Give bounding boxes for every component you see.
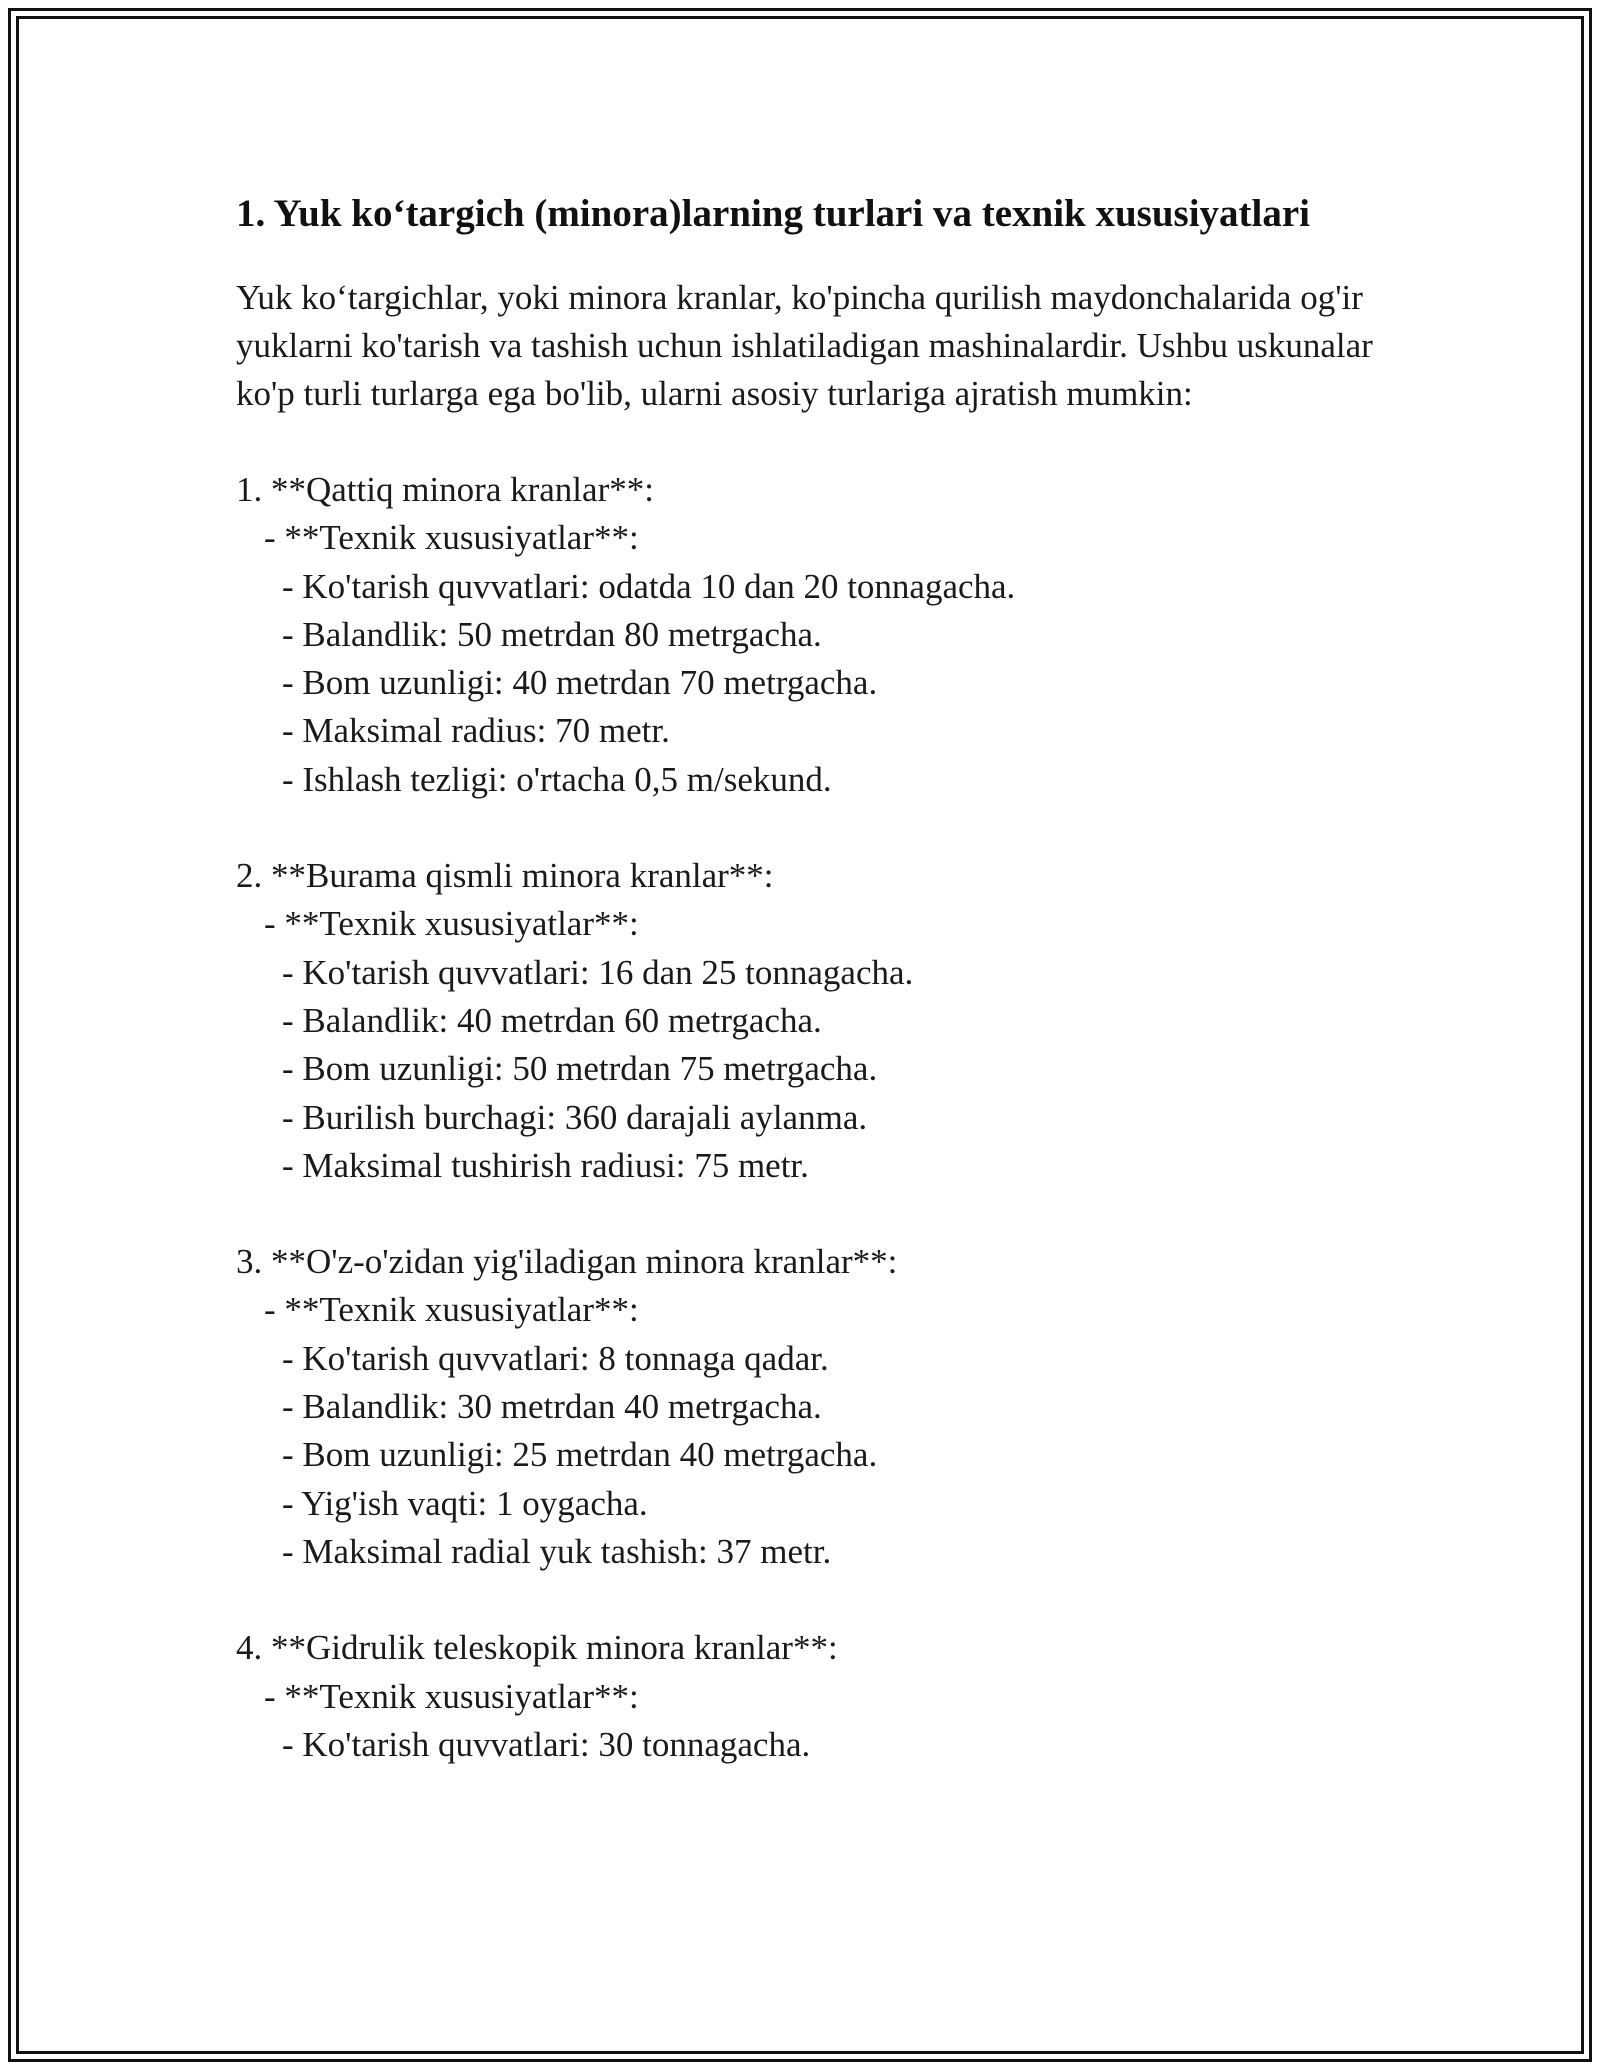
section-subtitle: - **Texnik xususiyatlar**: [264, 1676, 639, 1716]
document-heading: 1. Yuk ko‘targich (minora)larning turlari va texnik xususiyatlari [236, 192, 1311, 235]
section-subtitle: - **Texnik xususiyatlar**: [264, 518, 639, 558]
document-body [236, 186, 1396, 1769]
spec-item: - Maksimal radius: 70 metr. [282, 711, 670, 751]
section-subtitle: - **Texnik xususiyatlar**: [264, 1290, 639, 1330]
crane-type-section [236, 1238, 1396, 1576]
spec-item: - Burilish burchagi: 360 darajali aylanma. [282, 1097, 868, 1137]
spec-item: - Balandlik: 30 metrdan 40 metrgacha. [282, 1387, 822, 1427]
section-title: 4. **Gidrulik teleskopik minora kranlar**: [236, 1628, 838, 1668]
spec-item: - Ko'tarish quvvatlari: odatda 10 dan 20 tonnagacha. [282, 566, 1016, 606]
spec-item: - Maksimal radial yuk tashish: 37 metr. [282, 1531, 832, 1571]
spec-item: - Ishlash tezligi: o'rtacha 0,5 m/sekund. [282, 759, 832, 799]
spec-item: - Balandlik: 50 metrdan 80 metrgacha. [282, 614, 822, 654]
spec-item: - Bom uzunligi: 25 metrdan 40 metrgacha. [282, 1435, 878, 1475]
crane-type-section [236, 1624, 1396, 1769]
spec-item: - Maksimal tushirish radiusi: 75 metr. [282, 1145, 809, 1185]
spec-item: - Ko'tarish quvvatlari: 16 dan 25 tonnagacha. [282, 952, 914, 992]
spec-item: - Ko'tarish quvvatlari: 30 tonnagacha. [282, 1724, 811, 1764]
intro-paragraph: Yuk ko‘targichlar, yoki minora kranlar, ko'pincha qurilish maydonchalarida og'ir yuklarni ko'tarish va tashish uchun ishlatiladigan mashinalardir. Ushbu uskunalar ko'p turli turlarga ega bo'lib, ularni asosiy turlariga ajratish mumkin: [236, 278, 1373, 413]
spec-item: - Bom uzunligi: 40 metrdan 70 metrgacha. [282, 663, 878, 703]
spec-item: - Balandlik: 40 metrdan 60 metrgacha. [282, 1000, 822, 1040]
crane-type-section [236, 466, 1396, 804]
spec-item: - Bom uzunligi: 50 metrdan 75 metrgacha. [282, 1049, 878, 1089]
section-title: 2. **Burama qismli minora kranlar**: [236, 856, 774, 896]
section-subtitle: - **Texnik xususiyatlar**: [264, 904, 639, 944]
section-title: 3. **O'z-o'zidan yig'iladigan minora kranlar**: [236, 1242, 898, 1282]
spec-item: - Yig'ish vaqti: 1 oygacha. [282, 1483, 648, 1523]
spec-item: - Ko'tarish quvvatlari: 8 tonnaga qadar. [282, 1338, 829, 1378]
crane-type-section [236, 852, 1396, 1190]
section-title: 1. **Qattiq minora kranlar**: [236, 470, 654, 509]
